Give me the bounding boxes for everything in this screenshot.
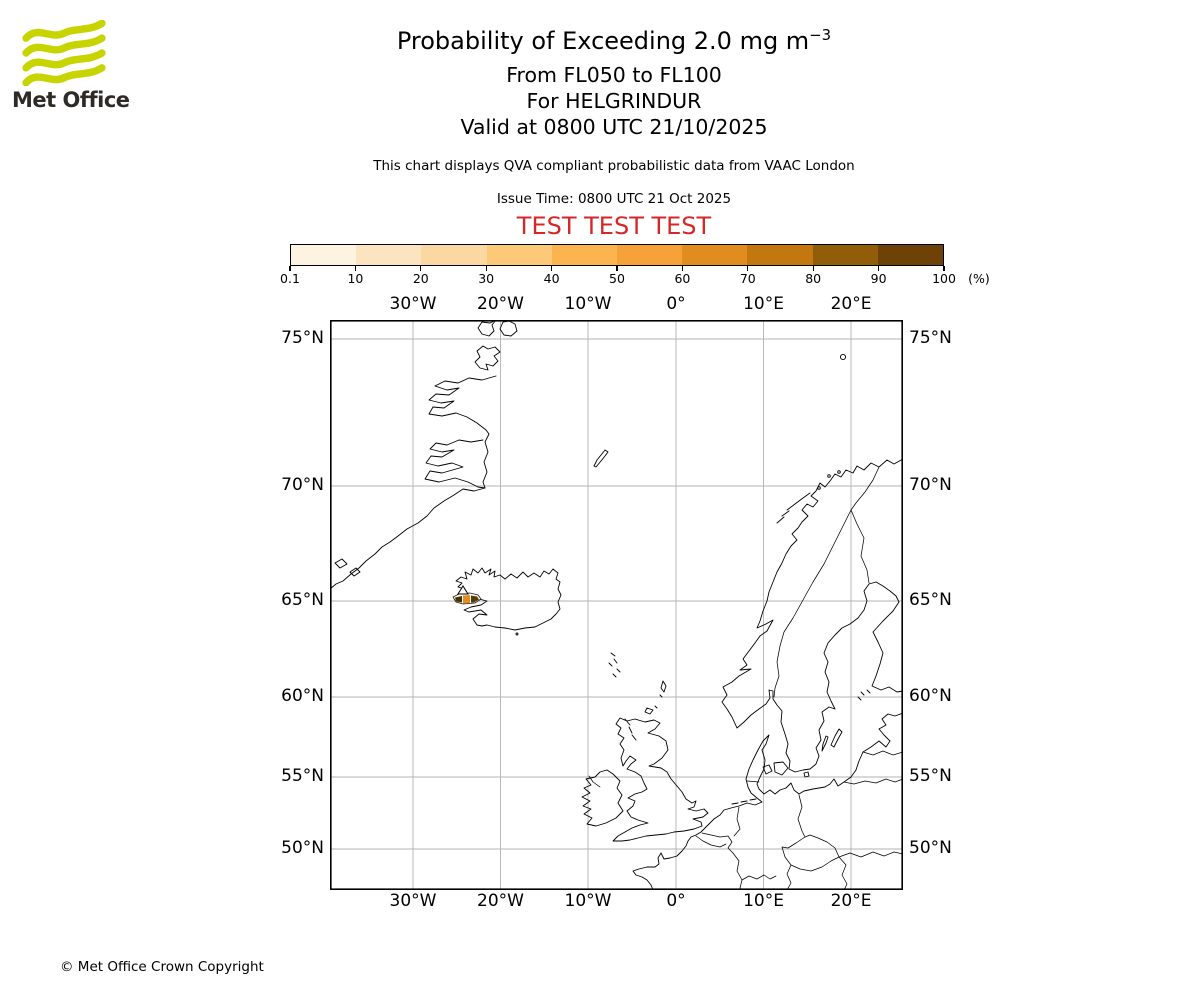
colorbar-segment: [682, 245, 747, 265]
lon-label-bottom: 30°W: [389, 891, 437, 911]
colorbar-unit-label: (%): [968, 271, 990, 286]
colorbar-tick-label: 20: [412, 271, 429, 286]
colorbar-tick-label: 90: [870, 271, 887, 286]
lon-label-bottom: 20°E: [830, 891, 872, 911]
colorbar: [280, 244, 990, 286]
lat-label-left: 75°N: [281, 328, 324, 348]
lon-label-top: 10°E: [743, 294, 784, 314]
colorbar-tick-label: 100: [932, 271, 956, 286]
lon-label-bottom: 0°: [666, 891, 686, 911]
met-office-logo-text: Met Office: [12, 88, 130, 112]
colorbar-segment: [487, 245, 552, 265]
lat-label-left: 70°N: [281, 475, 324, 495]
map-frame: [331, 321, 902, 889]
copyright: © Met Office Crown Copyright: [60, 959, 264, 975]
chart-title-text: Probability of Exceeding 2.0 mg m: [396, 27, 810, 55]
colorbar-segment: [617, 245, 682, 265]
colorbar-tick-label: 0.1: [280, 271, 300, 286]
lon-label-top: 20°E: [830, 294, 872, 314]
lon-label-bottom: 10°E: [743, 891, 784, 911]
colorbar-segments: [290, 244, 944, 266]
coastlines: [330, 320, 903, 890]
colorbar-tick-label: 30: [478, 271, 495, 286]
map-gridlines: [330, 320, 903, 890]
lon-label-top: 30°W: [389, 294, 437, 314]
lon-label-top: 0°: [666, 294, 686, 314]
colorbar-segment: [747, 245, 812, 265]
colorbar-tick-label: 60: [674, 271, 691, 286]
colorbar-segment: [552, 245, 617, 265]
lat-label-left: 50°N: [281, 838, 324, 858]
qva-note: This chart displays QVA compliant probabilistic data from VAAC London: [373, 158, 855, 174]
colorbar-tick-label: 50: [609, 271, 625, 286]
lat-label-left: 55°N: [281, 766, 324, 786]
lat-label-right: 75°N: [909, 328, 952, 348]
lon-label-top: 20°W: [477, 294, 524, 314]
lat-label-right: 55°N: [909, 766, 952, 786]
colorbar-segment: [878, 245, 943, 265]
lon-label-top: 10°W: [564, 294, 612, 314]
lat-label-right: 70°N: [909, 475, 952, 495]
colorbar-tick-label: 80: [805, 271, 822, 286]
map: [330, 320, 903, 890]
colorbar-segment: [291, 245, 356, 265]
lon-label-bottom: 20°W: [477, 891, 524, 911]
colorbar-tick-label: 70: [739, 271, 756, 286]
chart-title: [28, 26, 1200, 55]
colorbar-segment: [356, 245, 421, 265]
valid-time: Valid at 0800 UTC 21/10/2025: [460, 115, 768, 139]
volcano-name: For HELGRINDUR: [526, 89, 702, 113]
test-banner: TEST TEST TEST: [516, 212, 712, 240]
lat-label-left: 60°N: [281, 686, 324, 706]
lat-label-right: 65°N: [909, 590, 952, 610]
colorbar-segment: [813, 245, 878, 265]
issue-time: Issue Time: 0800 UTC 21 Oct 2025: [496, 191, 732, 207]
lat-label-right: 60°N: [909, 686, 952, 706]
ash-contour: [453, 593, 481, 604]
lat-label-left: 65°N: [281, 590, 324, 610]
lon-label-bottom: 10°W: [564, 891, 612, 911]
colorbar-tick-label: 10: [347, 271, 364, 286]
flight-level-range: From FL050 to FL100: [506, 63, 722, 87]
colorbar-tick-label: 40: [543, 271, 560, 286]
chart-title-exponent: −3: [809, 26, 832, 44]
lat-label-right: 50°N: [909, 838, 952, 858]
colorbar-segment: [421, 245, 486, 265]
